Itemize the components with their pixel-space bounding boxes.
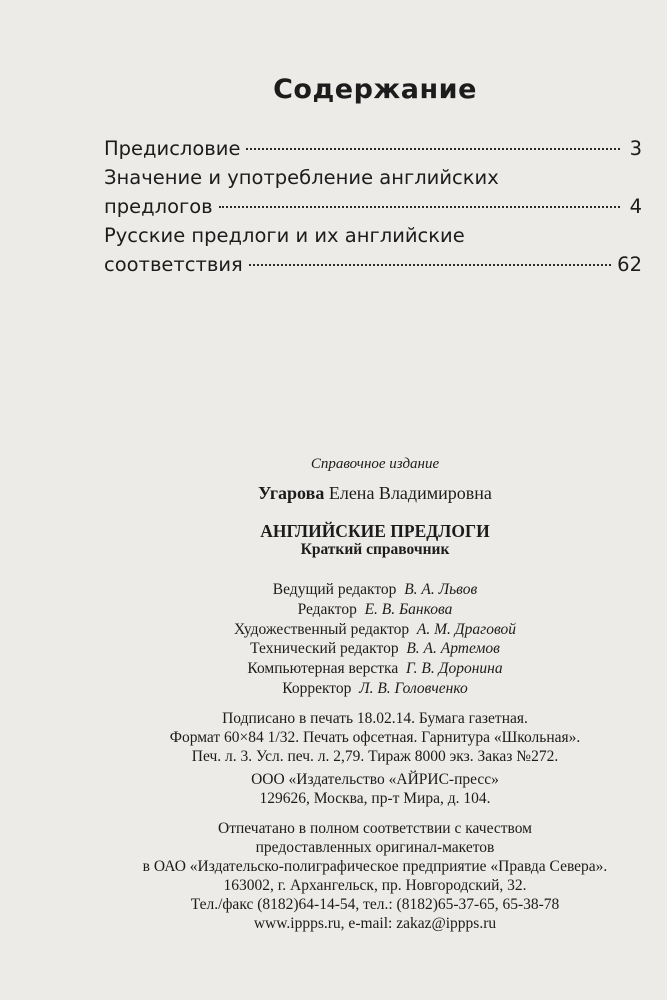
printer-line: www.ippps.ru, e-mail: zakaz@ippps.ru <box>253 915 497 932</box>
author <box>0 483 667 504</box>
toc-leader-dots <box>219 206 620 208</box>
print-info-line: Подписано в печать 18.02.14. Бумага газетная. <box>222 710 528 727</box>
publisher-line: 129626, Москва, пр-т Мира, д. 104. <box>259 789 491 807</box>
book-title: АНГЛИЙСКИЕ ПРЕДЛОГИ <box>260 521 490 541</box>
toc-entry-label-line: Русские предлоги и их английские <box>104 224 465 247</box>
toc-leader-dots <box>246 148 620 150</box>
toc-entry-russian <box>104 250 642 279</box>
author-given-name: Елена Владимировна <box>328 483 492 503</box>
credit-line <box>0 620 667 640</box>
credit-role: Технический редактор <box>250 640 399 658</box>
toc-entry-page: 4 <box>629 195 642 218</box>
credit-name: Л. В. Головченко <box>359 679 468 697</box>
printer-info <box>0 819 667 933</box>
credit-role: Корректор <box>282 679 352 697</box>
credit-role: Компьютерная верстка <box>247 660 399 678</box>
credit-line <box>0 659 667 679</box>
toc-entry-meaning <box>104 192 642 221</box>
book-subtitle: Краткий справочник <box>300 541 450 558</box>
printer-line: 163002, г. Архангельск, пр. Новгородский, 32. <box>223 877 527 894</box>
publisher-info <box>0 771 667 809</box>
toc-entry-label: предлогов <box>104 195 213 218</box>
credit-role: Редактор <box>297 600 357 618</box>
printer-line: в ОАО «Издательско-полиграфическое предприятие «Правда Севера». <box>142 858 608 875</box>
toc-entry-label: соответствия <box>104 253 243 276</box>
publisher-line: ООО «Издательство «АЙРИС-пресс» <box>251 771 499 788</box>
printer-line: Тел./факс (8182)64-14-54, тел.: (8182)65-37-65, 65-38-78 <box>190 896 560 913</box>
printer-line: Отпечатано в полном соответствии с качеством <box>218 820 532 837</box>
credit-name: Г. В. Доронина <box>405 660 503 678</box>
credits <box>0 580 667 699</box>
toc-leader-dots <box>249 264 611 266</box>
credit-name: Е. В. Банкова <box>364 600 453 618</box>
credit-line <box>0 580 667 600</box>
toc-entry-label-line: Значение и употребление английских <box>104 166 499 189</box>
credit-role: Ведущий редактор <box>272 581 397 598</box>
edition-type: Справочное издание <box>310 456 440 472</box>
credit-line <box>0 639 667 659</box>
toc-entry-page: 62 <box>617 253 642 276</box>
toc-title: Содержание <box>273 74 477 105</box>
credit-name: А. М. Драговой <box>416 620 516 638</box>
credit-role: Художественный редактор <box>234 620 410 638</box>
table-of-contents <box>104 134 642 279</box>
print-info <box>0 710 667 766</box>
credit-name: В. А. Артемов <box>406 640 500 658</box>
author-surname: Угарова <box>258 483 325 503</box>
credit-line <box>0 679 667 699</box>
print-info-line: Печ. л. 3. Усл. печ. л. 2,79. Тираж 8000 экз. Заказ №272. <box>191 747 559 765</box>
toc-entry-preface <box>104 134 642 163</box>
credit-line <box>0 600 667 620</box>
credit-name: В. А. Львов <box>404 581 478 598</box>
print-info-line: Формат 60×84 1/32. Печать офсетная. Гарнитура «Школьная». <box>169 728 581 746</box>
printer-line: предоставленных оригинал-макетов <box>255 839 495 856</box>
toc-entry-label: Предисловие <box>104 137 241 160</box>
toc-entry-page: 3 <box>629 137 642 160</box>
